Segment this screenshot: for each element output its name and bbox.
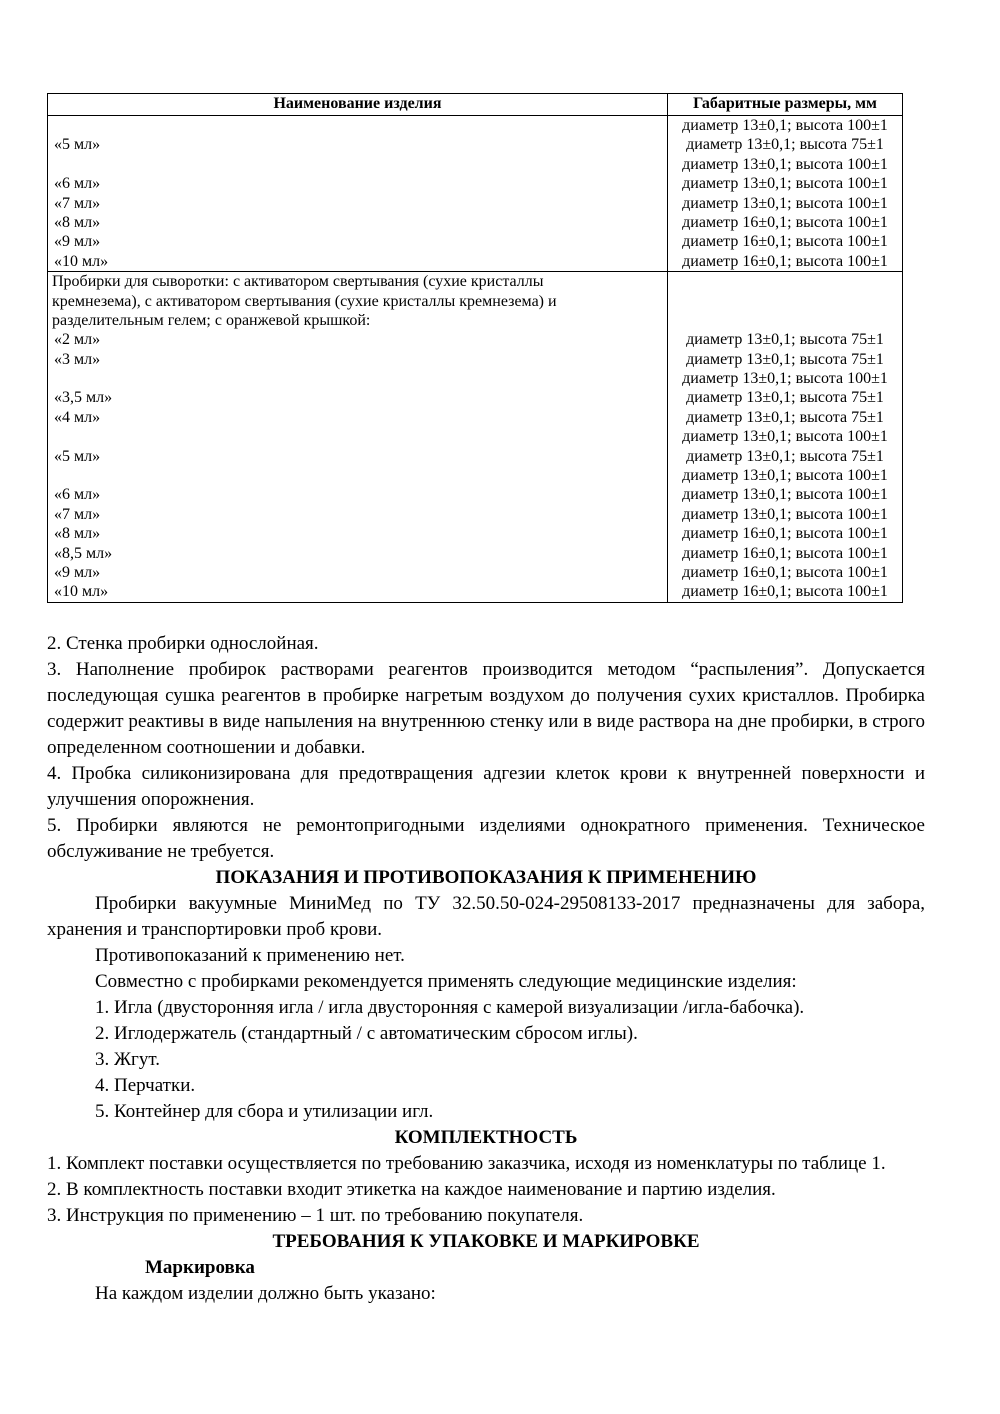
- product-label: «7 мл»: [54, 194, 101, 212]
- completeness-item: 3. Инструкция по применению – 1 шт. по требованию покупателя.: [47, 1204, 584, 1226]
- product-label: «8 мл»: [54, 525, 101, 543]
- dimension-value: диаметр 13±0,1; высота 100±1: [682, 117, 888, 134]
- dimension-value: диаметр 13±0,1; высота 75±1: [686, 389, 884, 407]
- completeness-item: 1. Комплект поставки осуществляется по требованию заказчика, исходя из номенклатуры по таблице 1.: [47, 1152, 886, 1174]
- section1-dimension-values: [668, 116, 903, 272]
- product-label: [54, 155, 667, 174]
- product-label: «3,5 мл»: [54, 389, 113, 407]
- product-label: «6 мл»: [54, 175, 101, 193]
- product-spec-table: [47, 93, 903, 603]
- device-list-item: 2. Иглодержатель (стандартный / с автоматическим сбросом иглы).: [95, 1022, 638, 1044]
- marking-subheading: Маркировка: [145, 1256, 255, 1278]
- dimension-value: диаметр 16±0,1; высота 100±1: [682, 544, 888, 562]
- section2-product-labels: [48, 330, 668, 602]
- table-header-dimensions: Габаритные размеры, мм: [668, 94, 903, 116]
- dimension-value: диаметр 13±0,1; высота 75±1: [686, 331, 884, 349]
- dimension-value: диаметр 16±0,1; высота 100±1: [682, 252, 888, 270]
- completeness-item: 2. В комплектность поставки входит этикетка на каждое наименование и партию изделия.: [47, 1178, 776, 1200]
- table-header-row: [48, 94, 903, 116]
- indications-paragraph-1: Пробирки вакуумные МиниМед по ТУ 32.50.50-024-29508133-2017 предназначены для забора, хранения и транспортировки проб крови.: [47, 892, 925, 940]
- dimension-value: диаметр 16±0,1; высота 100±1: [682, 233, 888, 251]
- document-body: [47, 631, 925, 1307]
- table-header-product-name: Наименование изделия: [48, 94, 668, 116]
- section2-intro-line: разделительным гелем; с оранжевой крышкой:: [52, 311, 371, 329]
- dimension-value: диаметр 16±0,1; высота 100±1: [682, 563, 888, 581]
- product-label: «6 мл»: [54, 486, 101, 504]
- device-list-item: 4. Перчатки.: [95, 1074, 196, 1096]
- completeness-list: [47, 1151, 925, 1229]
- dimension-value: диаметр 13±0,1; высота 100±1: [682, 467, 888, 485]
- table-section2-row: [48, 330, 903, 602]
- section2-intro-text: [48, 272, 668, 331]
- table-section2-intro-row: [48, 272, 903, 331]
- construction-paragraph-4: 4. Пробка силиконизирована для предотвращения адгезии клеток крови к внутренней поверхности и улучшения опорожнения.: [47, 762, 925, 810]
- construction-paragraph-2: 2. Стенка пробирки однослойная.: [47, 632, 319, 654]
- dimension-value: диаметр 13±0,1; высота 100±1: [682, 175, 888, 193]
- product-label: «5 мл»: [54, 136, 101, 154]
- dimension-value: диаметр 13±0,1; высота 75±1: [686, 447, 884, 465]
- marking-paragraph-1: На каждом изделии должно быть указано:: [95, 1282, 436, 1304]
- dimension-value: диаметр 16±0,1; высота 100±1: [682, 525, 888, 543]
- product-label: «10 мл»: [54, 252, 109, 270]
- product-label: «5 мл»: [54, 447, 101, 465]
- product-label: [54, 466, 667, 485]
- completeness-heading: КОМПЛЕКТНОСТЬ: [394, 1126, 578, 1148]
- device-list-item: 3. Жгут.: [95, 1048, 160, 1070]
- section2-intro-line: кремнезема), с активатором свертывания (сухие кристаллы кремнезема) и: [52, 292, 557, 310]
- product-label: «2 мл»: [54, 331, 101, 349]
- product-label: «3 мл»: [54, 350, 101, 368]
- device-list-item: 1. Игла (двусторонняя игла / игла двусторонняя с камерой визуализации /игла-бабочка).: [95, 996, 805, 1018]
- indications-paragraph-2: Противопоказаний к применению нет.: [95, 944, 405, 966]
- section1-product-labels: [48, 116, 668, 272]
- product-label: «4 мл»: [54, 408, 101, 426]
- product-label: [54, 369, 667, 388]
- product-label: [54, 427, 667, 446]
- product-label: «9 мл»: [54, 563, 101, 581]
- product-label: «8,5 мл»: [54, 544, 113, 562]
- dimension-value: диаметр 16±0,1; высота 100±1: [682, 583, 888, 601]
- dimension-value: диаметр 13±0,1; высота 75±1: [686, 408, 884, 426]
- product-label: [54, 116, 667, 135]
- section2-intro-line: Пробирки для сыворотки: с активатором свертывания (сухие кристаллы: [52, 273, 544, 291]
- product-label: «7 мл»: [54, 505, 101, 523]
- construction-paragraph-3: 3. Наполнение пробирок растворами реагентов производится методом “распыления”. Допускается последующая сушка реагентов в пробирке нагретым воздухом до получения сухих кристаллов. Пробирка содержит реактивы в виде напыления на внутреннюю стенку или в виде раствора на дне пробирки, в строго определенном соотношении и добавки.: [47, 658, 925, 758]
- dimension-value: диаметр 13±0,1; высота 100±1: [682, 194, 888, 212]
- dimension-value: диаметр 13±0,1; высота 75±1: [686, 350, 884, 368]
- dimension-value: диаметр 13±0,1; высота 100±1: [682, 155, 888, 173]
- dimension-value: диаметр 16±0,1; высота 100±1: [682, 213, 888, 231]
- product-label: «9 мл»: [54, 233, 101, 251]
- product-label: «10 мл»: [54, 583, 109, 601]
- table-section1-row: [48, 116, 903, 272]
- indications-heading: ПОКАЗАНИЯ И ПРОТИВОПОКАЗАНИЯ К ПРИМЕНЕНИЮ: [215, 866, 757, 888]
- dimension-value: диаметр 13±0,1; высота 100±1: [682, 486, 888, 504]
- dimension-value: диаметр 13±0,1; высота 100±1: [682, 370, 888, 388]
- indications-paragraph-3: Совместно с пробирками рекомендуется применять следующие медицинские изделия:: [95, 970, 797, 992]
- dimension-value: диаметр 13±0,1; высота 100±1: [682, 505, 888, 523]
- dimension-value: диаметр 13±0,1; высота 75±1: [686, 136, 884, 154]
- construction-paragraph-5: 5. Пробирки являются не ремонтопригодными изделиями однократного применения. Техническое обслуживание не требуется.: [47, 814, 925, 862]
- section2-intro-empty-cell: [668, 272, 903, 331]
- product-label: «8 мл»: [54, 213, 101, 231]
- section2-dimension-values: [668, 330, 903, 602]
- indications-device-list: [47, 995, 925, 1125]
- packaging-heading: ТРЕБОВАНИЯ К УПАКОВКЕ И МАРКИРОВКЕ: [272, 1230, 700, 1252]
- device-list-item: 5. Контейнер для сбора и утилизации игл.: [95, 1100, 434, 1122]
- dimension-value: диаметр 13±0,1; высота 100±1: [682, 428, 888, 446]
